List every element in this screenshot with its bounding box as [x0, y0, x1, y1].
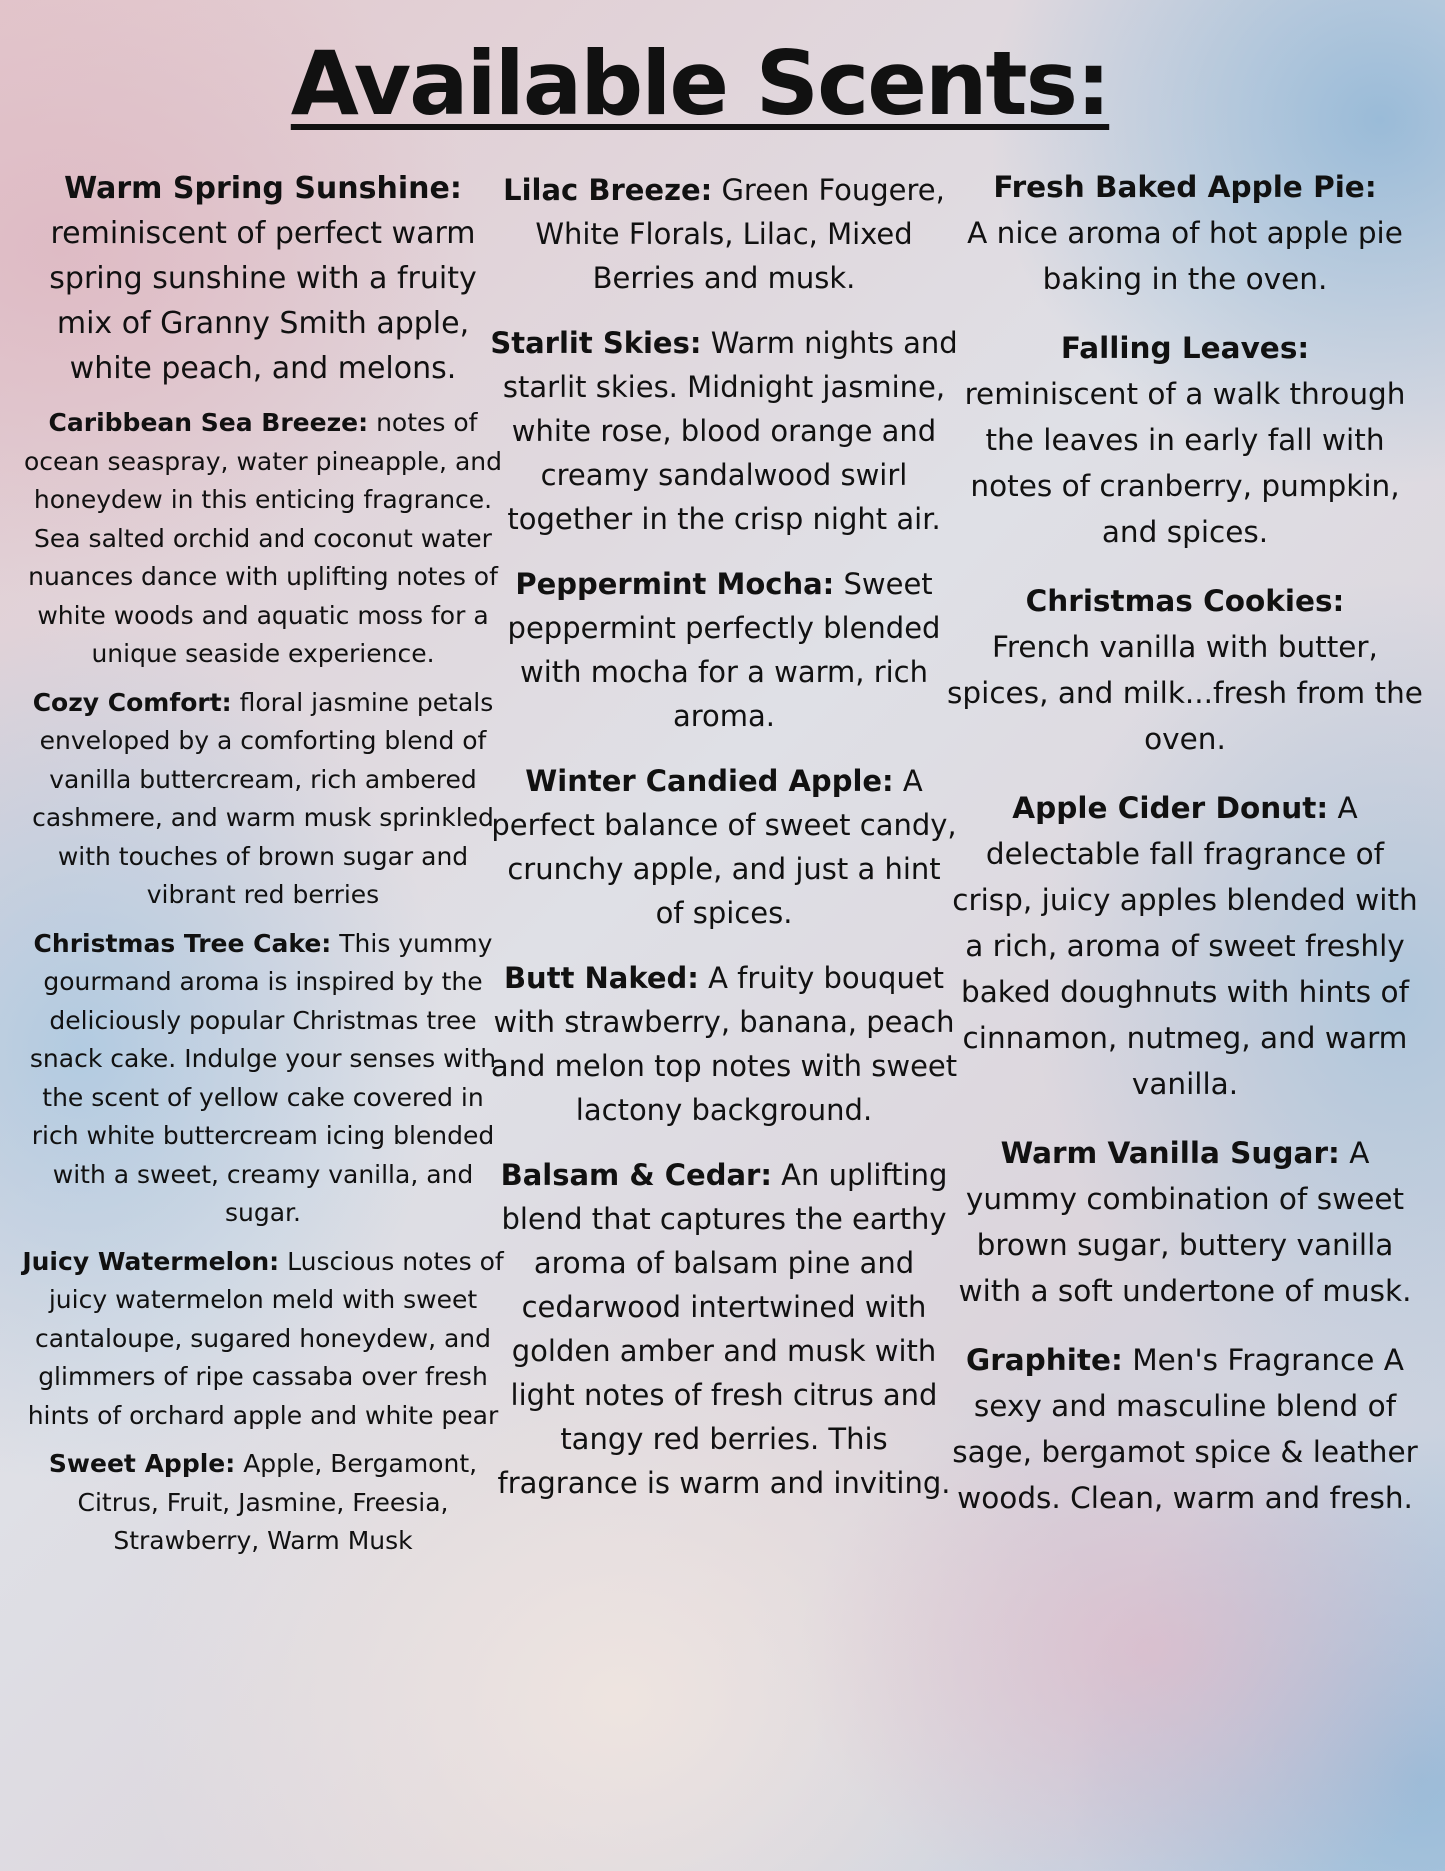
- scent-description: reminiscent of perfect warm spring sunshine with a fruity mix of Granny Smith apple, white peach, and melons.: [49, 216, 477, 386]
- scent-fresh-baked-apple-pie: [945, 164, 1425, 302]
- scent-column-middle: [490, 168, 958, 1526]
- scent-caribbean-sea-breeze: [22, 404, 504, 674]
- scent-description: Men's Fragrance A sexy and masculine blend of sage, bergamot spice & leather woods. Clean, warm and fresh.: [952, 1343, 1418, 1515]
- scent-name: Starlit Skies:: [490, 326, 702, 360]
- scent-name: Christmas Tree Cake:: [33, 928, 332, 958]
- scent-cozy-comfort: [22, 684, 504, 915]
- scent-column-right: [945, 164, 1425, 1544]
- scent-description: Sweet peppermint perfectly blended with mocha for a warm, rich aroma.: [507, 567, 941, 733]
- scent-lilac-breeze: [490, 168, 958, 300]
- scent-peppermint-mocha: [490, 562, 958, 738]
- scent-warm-vanilla-sugar: [945, 1130, 1425, 1314]
- scent-sweet-apple: [22, 1445, 504, 1561]
- scent-description: Warm nights and starlit skies. Midnight jasmine, white rose, blood orange and creamy sandalwood swirl together in the crisp night air.: [502, 326, 958, 536]
- scent-name: Sweet Apple:: [48, 1449, 236, 1478]
- scent-description: This yummy gourmand aroma is inspired by the deliciously popular Christmas tree snack cake. Indulge your senses with the scent of yellow cake covered in rich white buttercream icing blended with a sweet, creamy vanilla, and sugar.: [29, 928, 497, 1227]
- page-title-text: Available Scents:: [290, 32, 1110, 135]
- scent-description: Green Fougere, White Florals, Lilac, Mixed Berries and musk.: [535, 173, 945, 295]
- scent-description: Apple, Bergamont, Citrus, Fruit, Jasmine, Freesia, Strawberry, Warm Musk: [77, 1449, 478, 1555]
- scent-graphite: [945, 1337, 1425, 1521]
- scent-apple-cider-donut: [945, 785, 1425, 1107]
- scent-description: reminiscent of a walk through the leaves in early fall with notes of cranberry, pumpkin, and spices.: [964, 377, 1406, 549]
- scent-name: Warm Vanilla Sugar:: [1000, 1136, 1340, 1170]
- scent-name: Balsam & Cedar:: [500, 1158, 772, 1192]
- scent-name: Falling Leaves:: [1060, 331, 1310, 365]
- scent-name: Cozy Comfort:: [32, 687, 232, 717]
- scent-name: Peppermint Mocha:: [515, 567, 835, 601]
- scent-winter-candied-apple: [490, 759, 958, 935]
- scent-butt-naked: [490, 956, 958, 1132]
- scent-name: Juicy Watermelon:: [22, 1246, 280, 1276]
- scent-description: floral jasmine petals enveloped by a comforting blend of vanilla buttercream, rich ambered cashmere, and warm musk sprinkled with touches of brown sugar and vibrant red berries: [32, 687, 494, 909]
- scent-description: A nice aroma of hot apple pie baking in the oven.: [967, 216, 1403, 296]
- scent-falling-leaves: [945, 325, 1425, 555]
- scent-name: Fresh Baked Apple Pie:: [993, 170, 1377, 204]
- scent-description: French vanilla with butter, spices, and milk...fresh from the oven.: [947, 630, 1423, 756]
- scent-christmas-tree-cake: [22, 925, 504, 1233]
- scent-name: Graphite:: [966, 1343, 1123, 1377]
- scent-name: Lilac Breeze:: [503, 173, 713, 207]
- scent-description: An uplifting blend that captures the earthy aroma of balsam pine and cedarwood intertwined with golden amber and musk with light notes of fresh citrus and tangy red berries. This fragrance is warm and inviting.: [497, 1158, 951, 1500]
- scent-warm-spring-sunshine: [22, 166, 504, 391]
- scent-description: A fruity bouquet with strawberry, banana, peach and melon top notes with sweet lactony background.: [490, 961, 958, 1127]
- scent-name: Apple Cider Donut:: [1012, 791, 1329, 825]
- scent-name: Warm Spring Sunshine:: [64, 171, 462, 206]
- scent-name: Caribbean Sea Breeze:: [48, 408, 369, 437]
- page-title: [0, 32, 1400, 135]
- scent-column-left: [22, 166, 504, 1571]
- scent-name: Winter Candied Apple:: [525, 764, 894, 798]
- scent-juicy-watermelon: [22, 1243, 504, 1436]
- scent-description: notes of ocean seaspray, water pineapple, and honeydew in this enticing fragrance. Sea salted orchid and coconut water nuances dance with uplifting notes of white woods and aquatic moss for a unique seaside experience.: [24, 408, 502, 668]
- scent-description: Luscious notes of juicy watermelon meld with sweet cantaloupe, sugared honeydew, and glimmers of ripe cassaba over fresh hints of orchard apple and white pear: [27, 1246, 504, 1430]
- scent-description: A delectable fall fragrance of crisp, juicy apples blended with a rich, aroma of sweet freshly baked doughnuts with hints of cinnamon, nutmeg, and warm vanilla.: [952, 791, 1418, 1101]
- scent-christmas-cookies: [945, 578, 1425, 762]
- scent-name: Butt Naked:: [503, 961, 699, 995]
- scent-starlit-skies: [490, 321, 958, 541]
- scent-description: A perfect balance of sweet candy, crunchy apple, and just a hint of spices.: [491, 764, 957, 930]
- scent-balsam-cedar: [490, 1153, 958, 1505]
- scent-name: Christmas Cookies:: [1025, 584, 1345, 618]
- scent-description: A yummy combination of sweet brown sugar, buttery vanilla with a soft undertone of musk.: [958, 1136, 1412, 1308]
